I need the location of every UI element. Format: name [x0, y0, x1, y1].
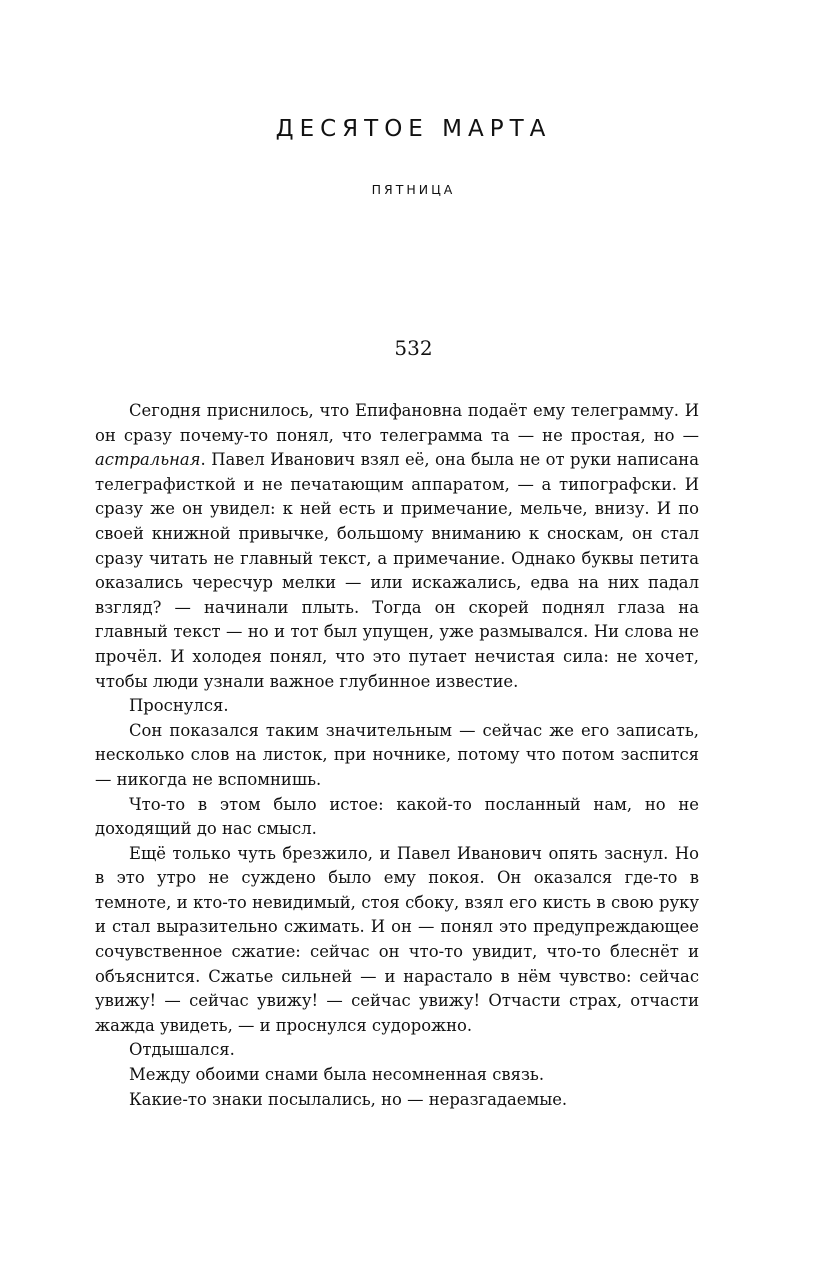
chapter-day: ПЯТНИЦА — [371, 182, 456, 197]
entry-number: 532 — [394, 336, 433, 360]
entry-body — [95, 399, 699, 1112]
paragraph: Проснулся. — [129, 696, 229, 716]
paragraph: Ещё только чуть брезжило, и Павел Иванович опять заснул. Но в это утро не суждено было ему покоя. Он оказался где-то в темноте, и кто-то невидимый, стоя сбоку, взял его кисть в свою руку и стал выразительно сжимать. И он — понял это предупреждающее сочувственное сжатие: сейчас он что-то увидит, что-то блеснёт и объяснится. Сжатье сильней — и нарастало в нём чувство: сейчас увижу! — сейчас увижу! — сейчас увижу! Отчасти страх, отчасти жажда увидеть, — и проснулся судорожно. — [95, 843, 699, 1035]
paragraph: Между обоими снами была несомненная связь. — [129, 1065, 545, 1085]
paragraph: Какие-то знаки посылались, но — неразгадаемые. — [129, 1089, 568, 1109]
paragraph: Сон показался таким значительным — сейчас же его записать, несколько слов на листок, при ночнике, потому что потом заспится — никогда не вспомнишь. — [95, 720, 699, 789]
italic-emphasis: астральная — [95, 450, 201, 470]
paragraph: Отдышался. — [129, 1040, 235, 1060]
chapter-title: ДЕСЯТОЕ МАРТА — [275, 116, 552, 142]
paragraph: Что-то в этом было истое: какой-то посланный нам, но не доходящий до нас смысл. — [95, 794, 699, 839]
paragraph: Сегодня приснилось, что Епифановна подаёт ему телеграмму. И он сразу почему-то понял, что телеграмма та — не простая, но — астральная. Павел Иванович взял её, она была не от руки написана телеграфисткой и не печатающим аппаратом, — а типографски. И сразу же он увидел: к ней есть и примечание, мельче, внизу. И по своей книжной привычке, большому вниманию к сноскам, он стал сразу читать не главный текст, а примечание. Однако буквы петита оказались чересчур мелки — или искажались, едва на них падал взгляд? — начинали плыть. Тогда он скорей поднял глаза на главный текст — но и тот был упущен, уже размывался. Ни слова не прочёл. И холодея понял, что это путает нечистая сила: не хочет, чтобы люди узнали важное глубинное известие. — [95, 401, 699, 691]
